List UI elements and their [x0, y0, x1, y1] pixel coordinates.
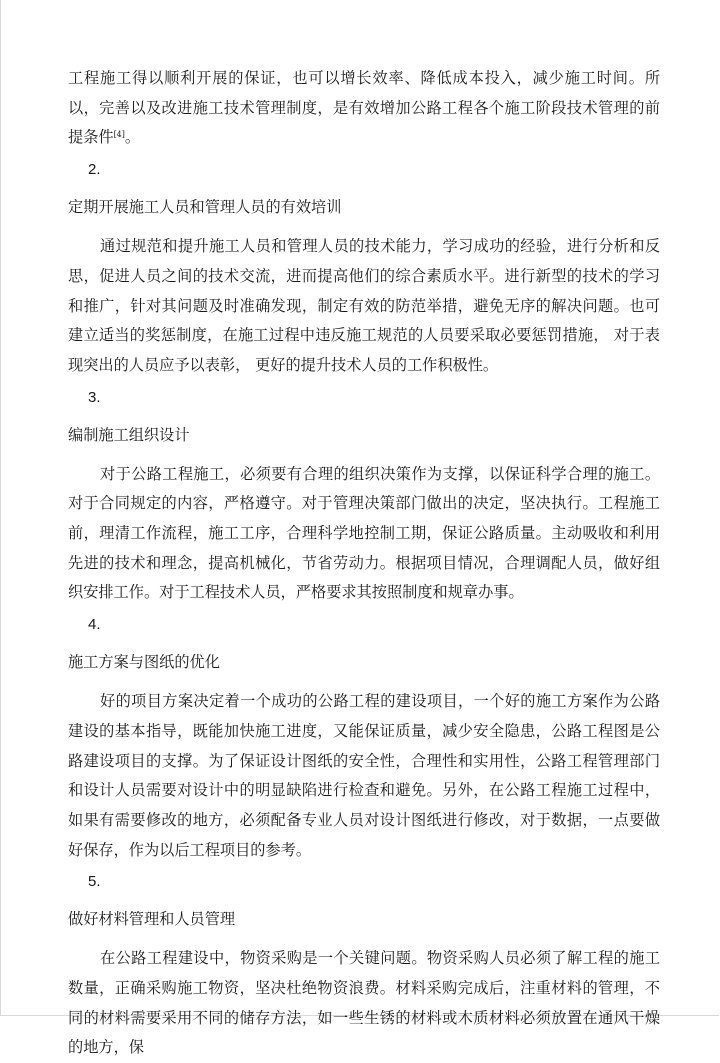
section-body-3: 对于公路工程施工，必须要有合理的组织决策作为支撑，以保证科学合理的施工。对于合同规定的内容，严格遵守。对于管理决策部门做出的决定，坚决执行。工程施工前，理清工作流程，施工工序，合理科学地控制工期，保证公路质量。主动吸收和利用先进的技术和理念，提高机械化，节省劳动力。根据项目情况，合理调配人员，做好组织安排工作。对于工程技术人员，严格要求其按照制度和规章办事。 [68, 464, 660, 602]
section-title-5: 做好材料管理和人员管理 [68, 910, 236, 929]
section-title-4: 施工方案与图纸的优化 [68, 653, 220, 672]
section-body-5: 在公路工程建设中，物资采购是一个关键问题。物资采购人员必须了解工程的施工数量，正确采购施工物资，坚决杜绝物资浪费。材料采购完成后，注重材料的管理，不同的材料需要采用不同的储存方法，如一些生锈的材料或木质材料必须放置在通风干燥的地方，保 [68, 949, 660, 1057]
section-number-4: 4. [88, 616, 101, 634]
section-title-2: 定期开展施工人员和管理人员的有效培训 [68, 198, 342, 217]
intro-text: 工程施工得以顺利开展的保证，也可以增长效率、降低成本投入，减少施工时间。所以，完善以及改进施工技术管理制度，是有效增加公路工程各个施工阶段技术管理的前提条件 [68, 69, 660, 147]
section-body-4: 好的项目方案决定着一个成功的公路工程的建设项目，一个好的施工方案作为公路建设的基本指导，既能加快施工进度，又能保证质量，减少安全隐患，公路工程图是公路建设项目的支撑。为了保证设计图纸的安全性，合理性和实用性，公路工程管理部门和设计人员需要对设计中的明显缺陷进行检查和避免。另外，在公路工程施工过程中，如果有需要修改的地方，必须配备专业人员对设计图纸进行修改，对于数据，一点要做好保存，作为以后工程项目的参考。 [68, 692, 660, 859]
citation-4[interactable]: [4] [113, 130, 125, 140]
section-title-3: 编制施工组织设计 [68, 425, 190, 444]
intro-end: 。 [124, 128, 141, 147]
document-body [68, 64, 660, 1063]
section-body-2: 通过规范和提升施工人员和管理人员的技术能力，学习成功的经验，进行分析和反思，促进人员之间的技术交流，进而提高他们的综合素质水平。进行新型的技术的学习和推广，针对其问题及时准确发现，制定有效的防范举措，避免无序的解决问题。也可建立适当的奖惩制度，在施工过程中违反施工规范的人员要采取必要惩罚措施， 对于表现突出的人员应予以表彰， 更好的提升技术人员的工作积极性。 [68, 237, 660, 374]
intro-paragraph [68, 64, 660, 153]
section-number-5: 5. [88, 873, 101, 891]
section-number-3: 3. [88, 388, 101, 406]
section-number-2: 2. [88, 161, 101, 179]
